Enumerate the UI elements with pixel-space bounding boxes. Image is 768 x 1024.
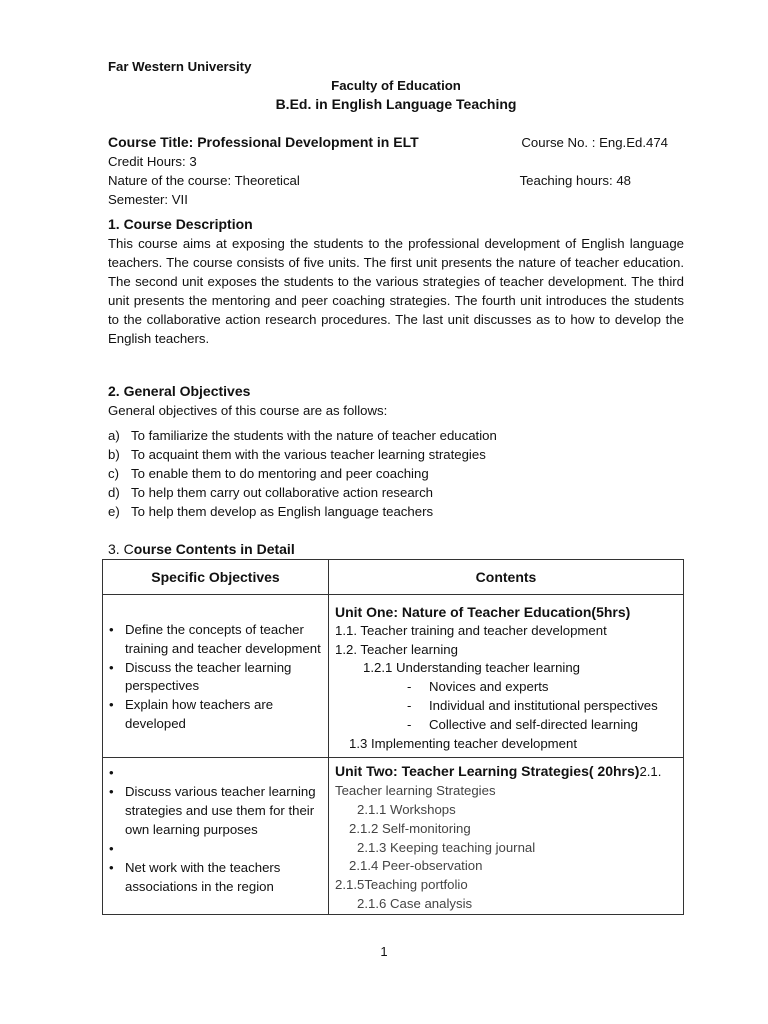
objective-item xyxy=(108,445,684,464)
content-line: 2.1.2 Self-monitoring xyxy=(349,820,471,836)
objectives-heading: 2. General Objectives xyxy=(108,383,251,399)
dash-item-text: Novices and experts xyxy=(429,679,549,695)
semester: Semester: VII xyxy=(108,192,188,207)
contents-heading xyxy=(108,540,684,559)
content-dash-item: - Collective and self-directed learning xyxy=(335,716,677,735)
course-title: Course Title: Professional Development in ELT xyxy=(108,134,419,150)
objective-bullet: • Define the concepts of teacher training and teacher development xyxy=(109,621,322,659)
dash-item-text: Collective and self-directed learning xyxy=(429,716,638,732)
objectives-list xyxy=(108,426,684,521)
dash-item-text: Individual and institutional perspectives xyxy=(429,697,658,713)
content-line: 1.2.1 Understanding teacher learning xyxy=(363,660,581,676)
table-header-row xyxy=(103,560,684,595)
course-contents-table xyxy=(102,559,684,915)
unit-two-objectives-list xyxy=(109,764,322,896)
teaching-hours: Teaching hours: 48 xyxy=(519,173,631,188)
objective-label: d) xyxy=(108,485,120,500)
objectives-intro: General objectives of this course are as follows: xyxy=(108,403,388,418)
objective-item xyxy=(108,483,684,502)
contents-heading-prefix: 3. C xyxy=(108,541,134,557)
page-number: 1 xyxy=(380,944,388,959)
unit-two-objectives-cell xyxy=(103,758,329,914)
content-line: 2.1.4 Peer-observation xyxy=(349,858,483,874)
objective-bullet xyxy=(109,764,322,783)
unit-two-title-line xyxy=(335,762,677,782)
objective-text: To familiarize the students with the nature of teacher education xyxy=(131,428,497,443)
course-number: Course No. : Eng.Ed.474 xyxy=(521,135,668,150)
unit-two-title: Unit Two: Teacher Learning Strategies( 20hrs) xyxy=(335,763,640,780)
faculty-name: Faculty of Education xyxy=(331,78,461,93)
nature-row xyxy=(108,171,684,190)
content-line: 2.1.1 Workshops xyxy=(357,801,456,817)
description-text: This course aims at exposing the students to the professional development of English language teachers. The course consists of five units. The first unit presents the nature of teacher education. The second unit exposes the students to the various strategies of teacher development. The third unit presents the mentoring and peer coaching strategies. The fourth unit introduces the students to the collaborative action research procedures. The last unit discusses as to how to develop the English teachers. xyxy=(108,236,684,346)
table-row-unit-two xyxy=(103,758,684,914)
header-contents: Contents xyxy=(329,560,684,595)
unit-two-title-tail: 2.1. xyxy=(639,764,662,780)
course-nature: Nature of the course: Theoretical xyxy=(108,173,300,188)
contents-heading-rest: ourse Contents in Detail xyxy=(133,541,295,557)
program-name: B.Ed. in English Language Teaching xyxy=(275,96,517,112)
unit-one-contents-cell xyxy=(329,595,684,758)
objective-bullet: • Discuss the teacher learning perspectives xyxy=(109,659,322,697)
objective-bullet: • Discuss various teacher learning strategies and use them for their own learning purposes xyxy=(109,783,322,839)
course-title-row xyxy=(108,133,684,152)
objective-bullet: • Explain how teachers are developed xyxy=(109,696,322,734)
content-dash-item: - Novices and experts xyxy=(335,678,677,697)
unit-one-title: Unit One: Nature of Teacher Education(5hrs) xyxy=(335,604,631,620)
content-dash-item: - Individual and institutional perspectives xyxy=(335,697,677,716)
document-page xyxy=(108,57,684,915)
credit-hours: Credit Hours: 3 xyxy=(108,154,197,169)
objective-item xyxy=(108,426,684,445)
objective-bullet: • Net work with the teachers associations in the region xyxy=(109,859,322,897)
objective-label: b) xyxy=(108,447,120,462)
content-line: 1.1. Teacher training and teacher development xyxy=(335,622,607,638)
objective-bullet xyxy=(109,840,322,859)
content-line: 2.1.5Teaching portfolio xyxy=(335,877,468,893)
objective-label: a) xyxy=(108,428,120,443)
description-heading: 1. Course Description xyxy=(108,216,253,232)
objective-text: To acquaint them with the various teacher learning strategies xyxy=(131,447,486,462)
university-name: Far Western University xyxy=(108,59,252,74)
header-specific-objectives: Specific Objectives xyxy=(103,560,329,595)
objective-text: To help them develop as English language teachers xyxy=(131,504,434,519)
objective-label: e) xyxy=(108,504,120,519)
table-row-unit-one xyxy=(103,595,684,758)
content-line: 2.1.3 Keeping teaching journal xyxy=(357,839,536,855)
objective-item xyxy=(108,464,684,483)
content-line: 2.1.6 Case analysis xyxy=(357,895,473,911)
objective-item xyxy=(108,502,684,521)
objective-text: To enable them to do mentoring and peer coaching xyxy=(131,466,429,481)
content-line: Teacher learning Strategies xyxy=(335,783,496,799)
content-line: 1.3 Implementing teacher development xyxy=(349,735,577,751)
unit-two-contents-cell xyxy=(329,758,684,914)
content-line: 1.2. Teacher learning xyxy=(335,641,458,657)
objective-label: c) xyxy=(108,466,119,481)
unit-one-objectives-list xyxy=(109,621,322,734)
unit-one-objectives-cell xyxy=(103,595,329,758)
objective-text: To help them carry out collaborative action research xyxy=(131,485,433,500)
